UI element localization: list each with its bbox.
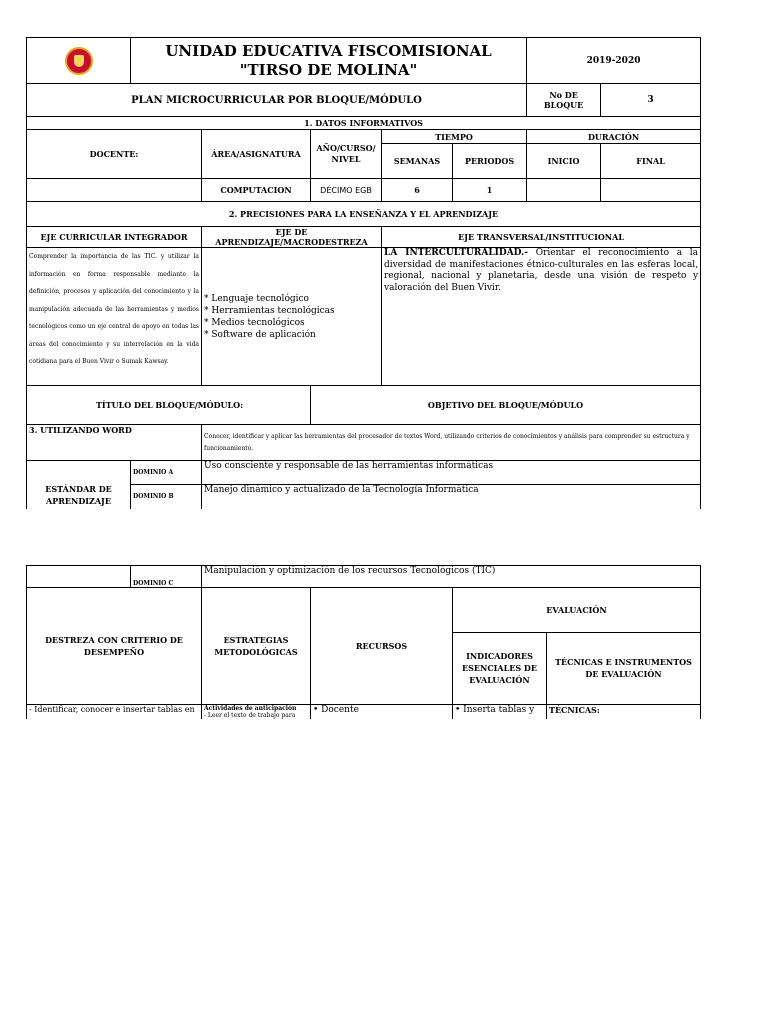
recursos-value: • Docente [311,704,453,719]
destreza-label: DESTREZA CON CRITERIO DE DESEMPEÑO [27,587,202,704]
dominio-b-text: Manejo dinámico y actualizado de la Tecnología Informática [202,485,701,509]
objetivo-bloque-value: Conocer, identificar y aplicar las herramientas del procesador de textos Word, utilizando criterios de conocimientos y análisis para comprender su estructura y funcionamiento. [202,425,701,461]
semanas-label: SEMANAS [382,144,453,179]
titulo-bloque-value: 3. UTILIZANDO WORD [27,425,202,461]
estrategias-value [202,704,311,719]
school-year: 2019-2020 [527,38,701,84]
macrodestreza-item: * Lenguaje tecnológico [204,293,309,304]
evaluacion-label: EVALUACIÓN [453,587,701,632]
plan-table-page-2 [26,565,701,719]
docente-label: DOCENTE: [27,130,202,179]
periodos-value: 1 [453,179,527,202]
dominio-a-text: Uso consciente y responsable de las herramientas informáticas [202,461,701,485]
eje-aprendizaje-label: EJE DE APRENDIZAJE/MACRODESTREZA [202,227,382,248]
objetivo-bloque-label: OBJETIVO DEL BLOQUE/MÓDULO [311,386,701,425]
inicio-value [527,179,601,202]
tecnicas-label: TÉCNICAS E INSTRUMENTOS DE EVALUACIÓN [547,632,701,704]
recursos-label: RECURSOS [311,587,453,704]
plan-table-page-1 [26,37,701,509]
semanas-value: 6 [382,179,453,202]
estrategias-heading: Actividades de anticipación [204,704,297,712]
section-datos-informativos: 1. DATOS INFORMATIVOS [27,117,701,130]
plan-title: PLAN MICROCURRICULAR POR BLOQUE/MÓDULO [27,84,527,117]
titulo-bloque-label: TÍTULO DEL BLOQUE/MÓDULO: [27,386,311,425]
macrodestrezas-list [202,248,382,386]
transversal-body: Orientar el reconocimiento a la diversidad de manifestaciones étnico-culturales en las esferas local, regional, nacional y planetaria, desde una visión de respeto y valoración del Buen Vivir. [384,248,699,293]
periodos-label: PERIODOS [453,144,527,179]
eje-curricular-text: Comprender la importancia de las TIC. y utilizar la información en forma responsable mediante la definición, procesos y aplicación del conocimiento y la manipulación adecuada de las herramientas y medios tecnológicos como un eje central de apoyo en todas las áreas del conocimiento y su interrelación en la vida cotidiana para el Buen Vivir o Sumak Kawsay. [27,248,202,386]
school-logo [65,47,93,75]
estandar-continuation [27,565,131,587]
dominio-b-label: DOMINIO B [131,485,202,509]
block-value: 3 [601,84,701,117]
estandar-label: ESTÁNDAR DE APRENDIZAJE [27,461,131,509]
docente-value [27,179,202,202]
dominio-c-text: Manipulación y optimización de los recursos Tecnológicos (TIC) [202,565,701,587]
eje-transversal-text [382,248,701,386]
area-label: ÁREA/ASIGNATURA [202,130,311,179]
section-precisiones: 2. PRECISIONES PARA LA ENSEÑANZA Y EL APRENDIZAJE [27,202,701,227]
estrategias-sub: - Leer el texto de trabajo para [204,711,296,719]
final-value [601,179,701,202]
macrodestreza-item: * Medios tecnológicos [204,317,305,328]
anio-value: DÉCIMO EGB [311,179,382,202]
macrodestreza-item: * Software de aplicación [204,329,316,340]
destreza-value: - Identificar, conocer e insertar tablas en [27,704,202,719]
area-value: COMPUTACION [202,179,311,202]
macrodestreza-item: * Herramientas tecnológicas [204,305,335,316]
inicio-label: INICIO [527,144,601,179]
duracion-label: DURACIÓN [527,130,701,144]
indicadores-label: INDICADORES ESENCIALES DE EVALUACIÓN [453,632,547,704]
dominio-a-label: DOMINIO A [131,461,202,485]
eje-transversal-label: EJE TRANSVERSAL/INSTITUCIONAL [382,227,701,248]
dominio-c-label: DOMINIO C [131,565,202,587]
indicadores-value: • Inserta tablas y [453,704,547,719]
transversal-bold: LA INTERCULTURALIDAD.- [384,248,529,258]
anio-label: AÑO/CURSO/ NIVEL [311,130,382,179]
logo-cell [27,38,131,84]
eje-curricular-label: EJE CURRICULAR INTEGRADOR [27,227,202,248]
tiempo-label: TIEMPO [382,130,527,144]
document-page [26,37,700,719]
estrategias-label: ESTRATEGIAS METODOLÓGICAS [202,587,311,704]
final-label: FINAL [601,144,701,179]
tecnicas-value: TÉCNICAS: [547,704,701,719]
block-label: No DE BLOQUE [527,84,601,117]
school-name: UNIDAD EDUCATIVA FISCOMISIONAL "TIRSO DE MOLINA" [131,38,527,84]
